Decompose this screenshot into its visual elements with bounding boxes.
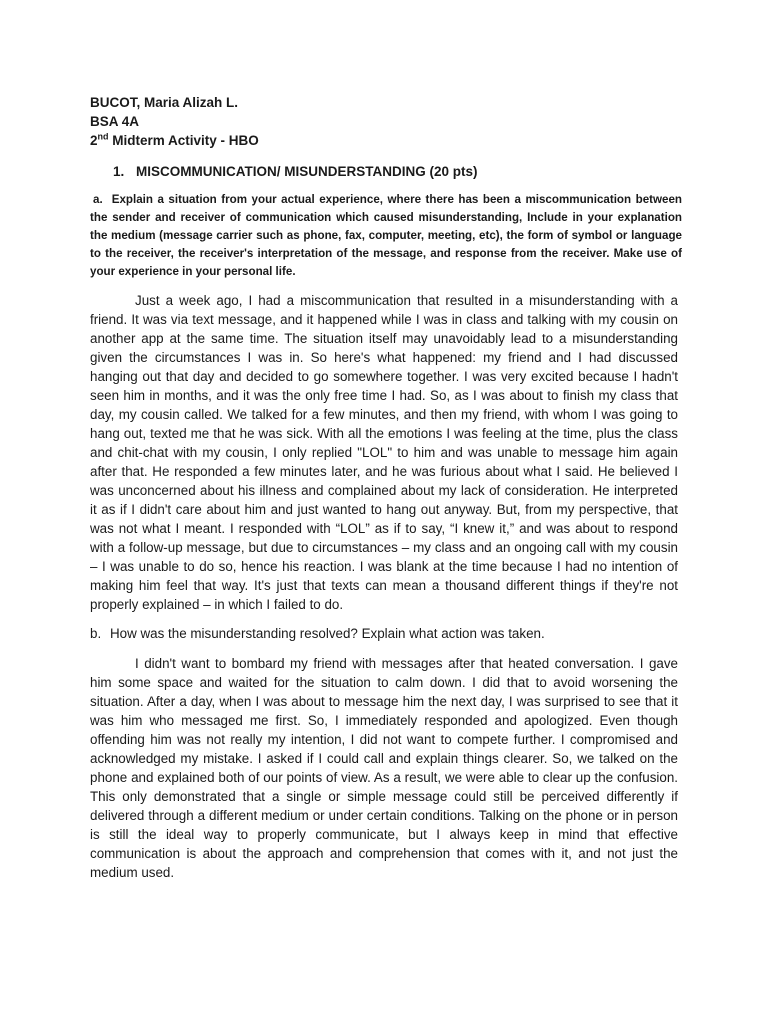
activity-title: [90, 131, 259, 150]
student-name: BUCOT, Maria Alizah L.: [90, 95, 239, 110]
document-header: [90, 93, 259, 150]
section-number: 1.: [113, 164, 125, 179]
question-b: [90, 624, 545, 643]
section-title-text: MISCOMMUNICATION/ MISUNDERSTANDING (20 pts): [136, 164, 478, 179]
activity-ordinal-suffix: nd: [97, 131, 109, 142]
question-a-text: Explain a situation from your actual experience, where there has been a miscommunication between the sender and receiver of communication which caused misunderstanding, Include in your explanation the medium (message carrier such as phone, fax, computer, meeting, etc), the form of symbol or language to the receiver, the receiver's interpretation of the message, and response from the receiver. Make use of your experience in your personal life.: [90, 193, 682, 278]
question-b-label: b.: [90, 626, 102, 641]
question-b-text: How was the misunderstanding resolved? Explain what action was taken.: [110, 626, 545, 641]
activity-title-text: Midterm Activity - HBO: [108, 133, 259, 148]
question-a: [90, 191, 682, 281]
section-heading: [113, 162, 478, 181]
answer-b-paragraph: I didn't want to bombard my friend with messages after that heated conversation. I gave him some space and waited for the situation to calm down. I did that to avoid worsening the situation. After a day, when I was about to message him the next day, I was surprised to see that it was him who messaged me first. So, I immediately responded and apologized. Even though offending him was not really my intention, I did not want to compete further. I compromised and acknowledged my mistake. I asked if I could call and explain things clearer. So, we talked on the phone and explained both of our points of view. As a result, we were able to clear up the confusion. This only demonstrated that a single or simple message could still be perceived differently if delivered through a different medium or under certain conditions. Talking on the phone or in person is still the ideal way to properly communicate, but I always keep in mind that effective communication is about the approach and comprehension that comes with it, and not just the medium used.: [90, 656, 678, 880]
question-a-label: a.: [93, 193, 103, 206]
activity-ordinal-number: 2: [90, 133, 98, 148]
student-section: BSA 4A: [90, 114, 140, 129]
answer-a-paragraph: Just a week ago, I had a miscommunication that resulted in a misunderstanding with a friend. It was via text message, and it happened while I was in class and talking with my cousin on another app at the same time. The situation itself may unavoidably lead to a misunderstanding given the circumstances I was in. So here's what happened: my friend and I had discussed hanging out that day and decided to go somewhere together. I was very excited because I hadn't seen him in months, and it was the only free time I had. So, as I was about to finish my class that day, my cousin called. We talked for a few minutes, and then my friend, with whom I was going to hang out, texted me that he was sick. With all the emotions I was feeling at the time, plus the class and chit-chat with my cousin, I only replied "LOL" to him and was unable to message him again after that. He responded a few minutes later, and he was furious about what I said. He believed I was unconcerned about his illness and complained about my lack of consideration. He interpreted it as if I didn't care about him and just wanted to hang out anyway. But, from my perspective, that was not what I meant. I responded with “LOL” as if to say, “I knew it,” and was about to respond with a follow-up message, but due to circumstances – my class and an ongoing call with my cousin – I was unable to do so, hence his reaction. I was blank at the time because I had no intention of making him feel that way. It's just that texts can mean a thousand different things if they're not properly explained – in which I failed to do.: [90, 293, 678, 612]
